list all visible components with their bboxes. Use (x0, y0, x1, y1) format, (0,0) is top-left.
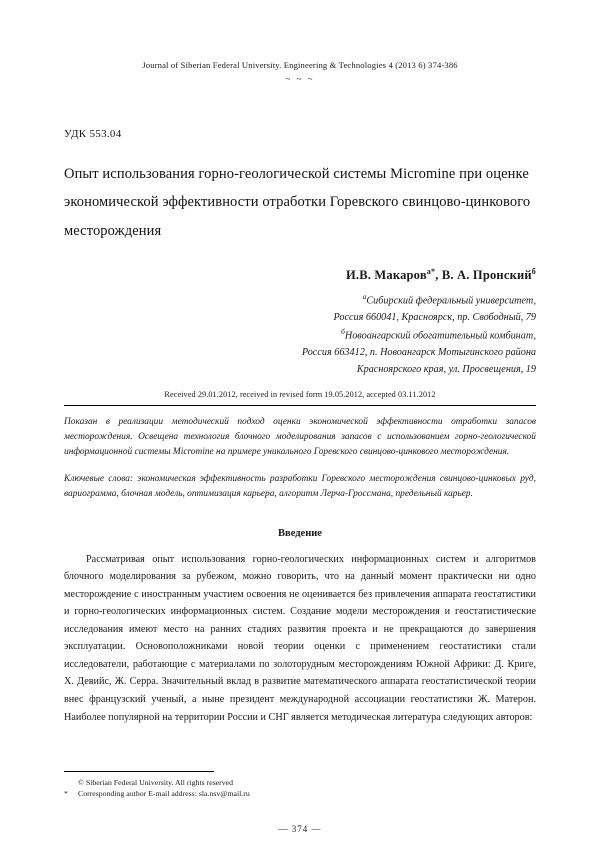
author-first-affil-mark: а* (426, 266, 436, 276)
corresponding-author-text: Corresponding author E-mail address: sla.nsv@mail.ru (78, 789, 250, 799)
affiliations (64, 291, 536, 378)
affiliation-text: Россия 663412, п. Новоангарск Мотыгинского района (301, 347, 536, 359)
body-paragraph: Рассматривая опыт использования горно-геологических информационных систем и алгоритмов блочного моделирования за рубежом, можно говорить, что на данный момент практически ни одно месторождение с иностранным участием освоения не оценивается без привлечения аппарата геостатистики и горно-геологических информационных систем. Создание модели месторождения и геостатистические исследования имеют место на ранних стадиях развития проекта и не прекращаются до завершения эксплуатации. Основоположниками новой теории оценки с применением геостатистики стали исследователи, работающие с материалами по золоторудным месторождениям Южной Африки: Д. Криге, Х. Девийс, Ж. Серра. Значительный вклад в развитие математического аппарата геостатистической теории внес французский ученый, а ныне президент международной ассоциации геостатистики Ж. Матерон. Наиболее популярной на территории России и СНГ является методическая литература следующих авторов: (64, 553, 536, 723)
affiliation-line (64, 310, 536, 327)
affiliation-line (64, 362, 536, 379)
section-heading: Введение (278, 527, 322, 539)
abstract: Показан в реализации методический подход оценки экономической эффективности отработки запасов месторождения. Освещена технология блочного моделирования запасов с использованием горно-геологической информационной системы Micromine на примере уникального Горевского свинцово-цинкового месторождения. (64, 417, 536, 458)
authors-line (64, 267, 536, 283)
affiliation-mark: а (362, 291, 367, 301)
page-number: — 374 — (278, 824, 322, 834)
journal-separator: ~ ~ ~ (285, 74, 315, 84)
copyright-line (64, 777, 536, 789)
affiliation-text: Новоангарский обогатительный комбинат, (344, 330, 536, 342)
footnote-mark: * (64, 789, 68, 799)
author-first: И.В. Макаров (345, 267, 427, 282)
affiliation-line (64, 345, 536, 362)
affiliation-text: Россия 660041, Красноярск, пр. Свободный, 79 (333, 311, 536, 323)
affiliation-mark: б (341, 327, 345, 337)
page-footer (64, 771, 536, 800)
author-second: , В. А. Пронский (435, 267, 532, 282)
copyright-text: © Siberian Federal University. All rights reserved (78, 777, 234, 787)
affiliation-text: Красноярского края, ул. Просвещения, 19 (356, 363, 536, 375)
footer-divider (64, 771, 214, 772)
page-title: Опыт использования горно-геологической системы Micromine при оценке экономической эффективности отработки Горевского свинцово-цинкового месторождения (64, 166, 531, 239)
affiliation-line (64, 291, 536, 310)
author-second-affil-mark: б (531, 266, 536, 276)
divider (64, 405, 536, 406)
keywords: Ключевые слова: экономическая эффективность разработки Горевского месторождения свинцово-цинковых руд, вариограмма, блочная модель, оптимизация карьера, алгоритм Лерча-Гроссмана, предельный карьер. (64, 473, 536, 499)
journal-header: Journal of Siberian Federal University. Engineering & Technologies 4 (2013 6) 374-386 (142, 60, 458, 70)
udc-code: УДК 553.04 (64, 128, 122, 140)
corresponding-author-line (64, 788, 536, 800)
affiliation-text: Сибирский федеральный университет, (366, 295, 536, 307)
received-dates: Received 29.01.2012, received in revised form 19.05.2012, accepted 03.11.2012 (164, 390, 436, 400)
affiliation-line (64, 326, 536, 345)
